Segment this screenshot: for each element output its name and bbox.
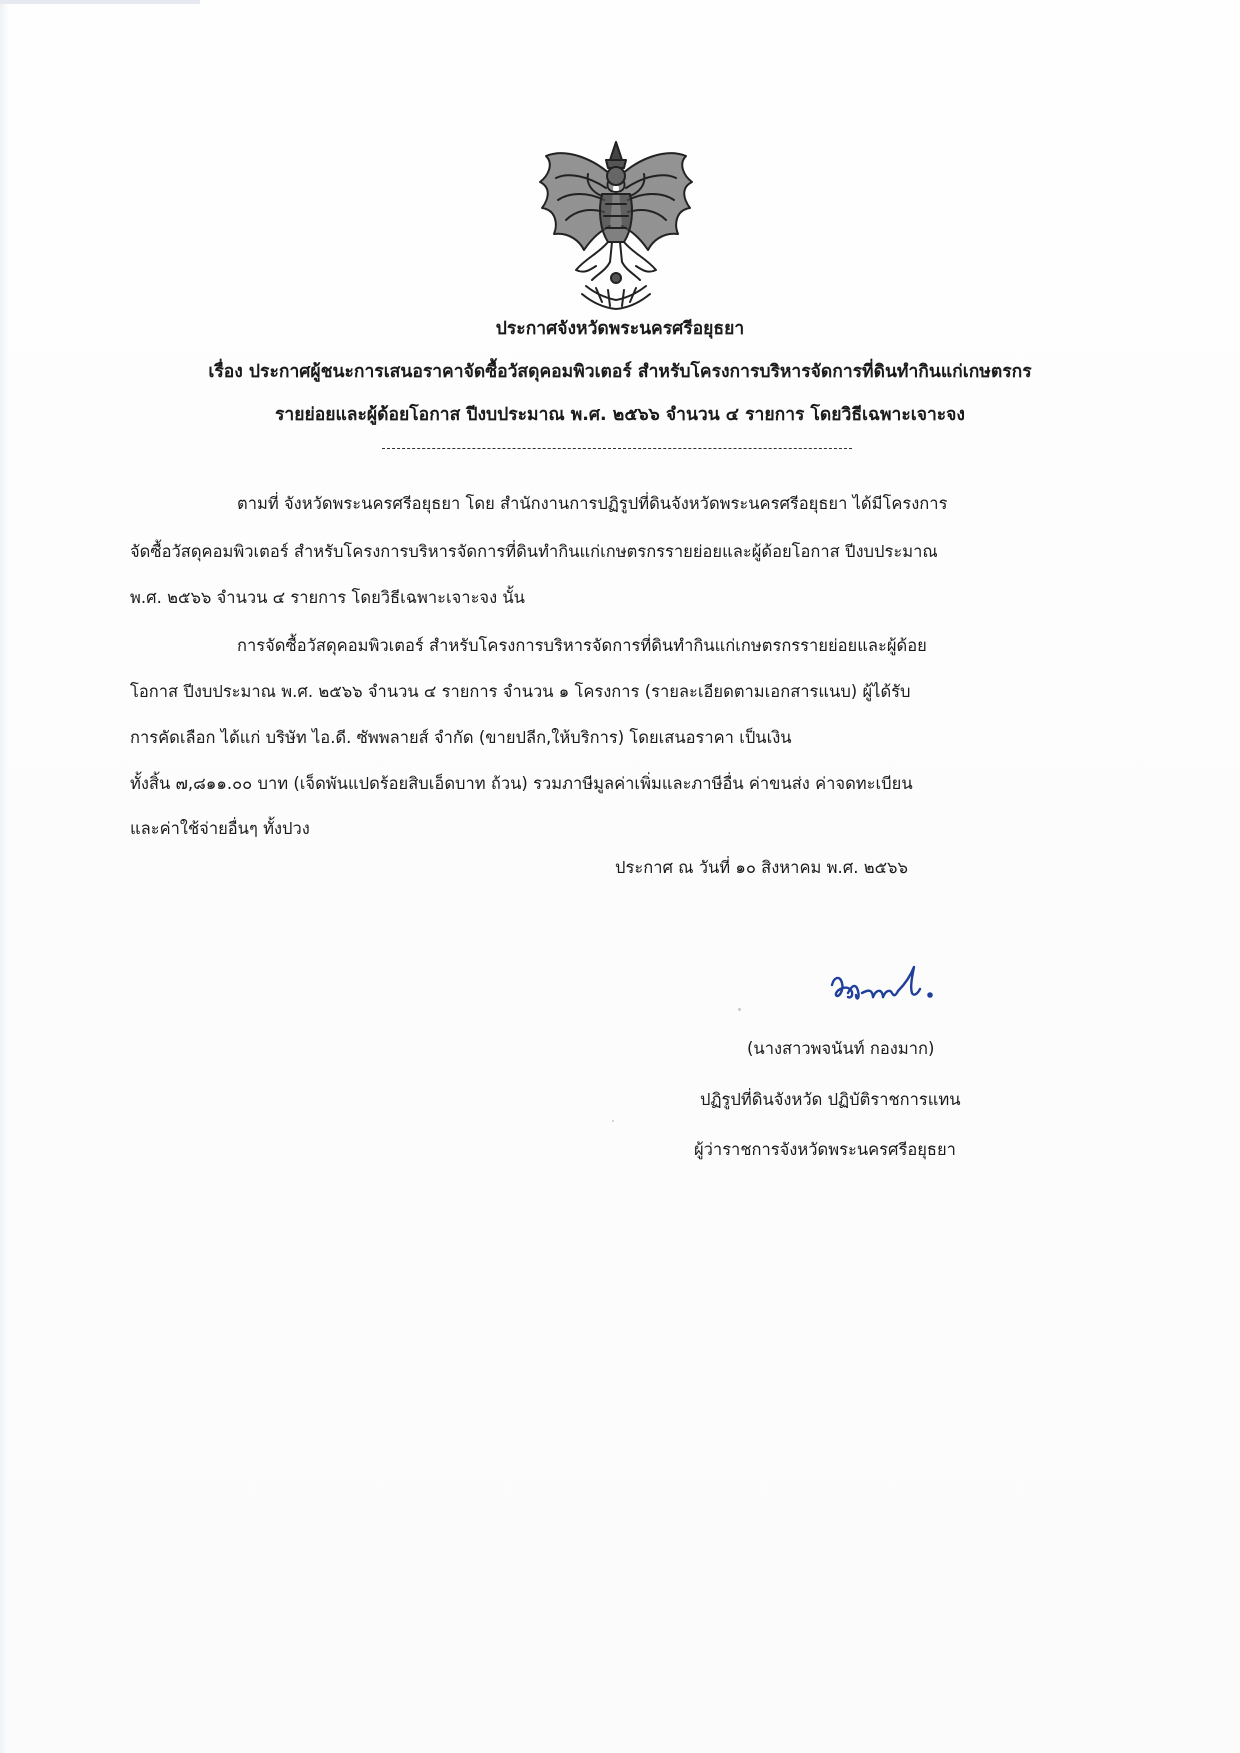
scan-speck xyxy=(738,1008,741,1011)
body-paragraph-2-line-2: โอกาส ปีงบประมาณ พ.ศ. ๒๕๖๖ จำนวน ๔ รายการ จำนวน ๑ โครงการ (รายละเอียดตามเอกสารแนบ) ผู้ได้รับ xyxy=(130,682,911,701)
page-edge-top xyxy=(0,0,200,4)
title-divider xyxy=(382,448,852,449)
page-edge-shadow xyxy=(0,0,8,1753)
body-paragraph-2-line-4: ทั้งสิ้น ๗,๘๑๑.๐๐ บาท (เจ็ดพันแปดร้อยสิบเอ็ดบาท ถ้วน) รวมภาษีมูลค่าเพิ่มและภาษีอื่น ค่าขนส่ง ค่าจดทะเบียน xyxy=(130,774,913,793)
body-paragraph-2-line-1: การจัดซื้อวัสดุคอมพิวเตอร์ สำหรับโครงการบริหารจัดการที่ดินทำกินแก่เกษตรกรรายย่อยและผู้ด้อย xyxy=(237,636,927,655)
body-paragraph-2-line-5: และค่าใช้จ่ายอื่นๆ ทั้งปวง xyxy=(130,819,310,838)
garuda-emblem-icon xyxy=(536,138,696,312)
body-paragraph-1-line-2: จัดซื้อวัสดุคอมพิวเตอร์ สำหรับโครงการบริหารจัดการที่ดินทำกินแก่เกษตรกรรายย่อยและผู้ด้อยโอกาส ปีงบประมาณ xyxy=(130,542,938,561)
subject-line-1: เรื่อง ประกาศผู้ชนะการเสนอราคาจัดซื้อวัสดุคอมพิวเตอร์ สำหรับโครงการบริหารจัดการที่ดินทำกินแก่เกษตรกร xyxy=(208,362,1032,382)
signatory-name: (นางสาวพจนันท์ กองมาก) xyxy=(747,1039,935,1058)
body-paragraph-1-line-1: ตามที่ จังหวัดพระนครศรีอยุธยา โดย สำนักงานการปฏิรูปที่ดินจังหวัดพระนครศรีอยุธยา ได้มีโครงการ xyxy=(237,494,948,513)
scan-speck xyxy=(612,1120,614,1122)
signatory-position: ปฏิรูปที่ดินจังหวัด ปฏิบัติราชการแทน xyxy=(700,1090,961,1109)
body-paragraph-1-line-3: พ.ศ. ๒๕๖๖ จำนวน ๔ รายการ โดยวิธีเฉพาะเจาะจง นั้น xyxy=(130,588,525,607)
announcement-date: ประกาศ ณ วันที่ ๑๐ สิงหาคม พ.ศ. ๒๕๖๖ xyxy=(615,858,909,877)
document-title: ประกาศจังหวัดพระนครศรีอยุธยา xyxy=(495,319,745,339)
subject-line-2: รายย่อยและผู้ด้อยโอกาส ปีงบประมาณ พ.ศ. ๒๕๖๖ จำนวน ๔ รายการ โดยวิธีเฉพาะเจาะจง xyxy=(275,405,965,425)
body-paragraph-2-line-3: การคัดเลือก ได้แก่ บริษัท ไอ.ดี. ซัพพลายส์ จำกัด (ขายปลีก,ให้บริการ) โดยเสนอราคา เป็นเงิน xyxy=(130,728,792,747)
signatory-on-behalf-of: ผู้ว่าราชการจังหวัดพระนครศรีอยุธยา xyxy=(694,1140,956,1159)
handwritten-signature xyxy=(826,955,956,1015)
